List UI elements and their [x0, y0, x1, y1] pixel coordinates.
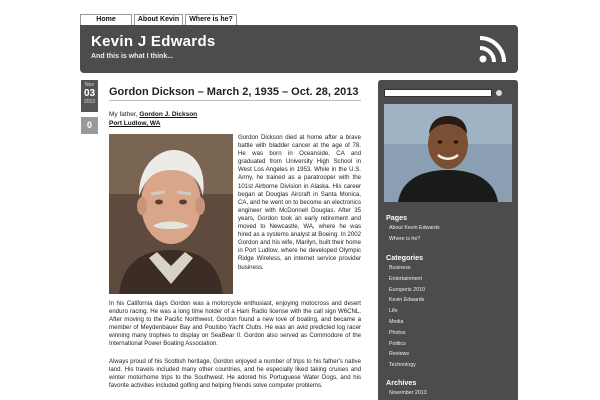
post-byline	[109, 110, 197, 128]
sidebar-item-kevin-edwards[interactable]: Kevin Edwards	[389, 297, 425, 304]
tab-where-is-he[interactable]: Where is he?	[185, 14, 237, 25]
byline-name-link[interactable]: Gordon J. Dickson	[139, 111, 198, 118]
categories-heading: Categories	[386, 253, 424, 262]
site-title[interactable]: Kevin J Edwards	[91, 33, 216, 50]
post-date-badge	[81, 80, 98, 112]
sidebar-item-about-kevin-edwards[interactable]: About Kevin Edwards	[389, 225, 440, 231]
top-navigation	[80, 14, 239, 25]
sidebar-item-reviews[interactable]: Reviews	[389, 351, 410, 358]
sidebar-item-business[interactable]: Business	[389, 265, 411, 271]
sidebar-item-europeris-2010[interactable]: Europeris 2010	[389, 286, 425, 293]
post-date-year: 2013	[83, 99, 96, 105]
site-tagline: And this is what I think...	[91, 53, 174, 60]
archives-list	[389, 390, 427, 400]
sidebar-item-november-2013[interactable]: November 2013	[389, 390, 427, 396]
pages-list	[389, 225, 440, 247]
byline-prefix: My father,	[109, 111, 138, 118]
sidebar-item-where-is-he[interactable]: Where is he?	[389, 235, 421, 242]
sidebar-item-politics[interactable]: Politics	[389, 340, 406, 347]
tab-about-kevin[interactable]: About Kevin	[134, 14, 183, 25]
sidebar	[378, 80, 518, 400]
post-paragraph-1: Gordon Dickson died at home after a brave battle with bladder cancer at the age of 78. He was born in Oceanside, CA and graduated from University High School in West Los Angeles in 1953. While in the U.S. Army, he trained as a paratrooper with the 101st Airborne Division in Alaska. His career began at Douglas Aircraft in Santa Monica, CA, and he went on to become an electronics engineer with McDonnell Douglas. After 35 years, Gordon took an early retirement and moved to Newcastle, WA, where he was hired as a systems analyst at Boeing. In 2002 Gordon and his wife, Marilyn, built their home in Port Ludlow, where he developed Olympic Ridge Wireless, an internet service provider business.	[238, 134, 361, 271]
pages-heading: Pages	[386, 213, 408, 222]
tab-home[interactable]: Home	[80, 14, 132, 25]
sidebar-item-entertainment[interactable]: Entertainment	[389, 275, 422, 282]
title-divider	[109, 100, 361, 101]
search-button[interactable]	[496, 90, 502, 96]
author-photo	[384, 104, 512, 202]
post-paragraph-2: In his California days Gordon was a motorcycle enthusiast, enjoying motocross and desert enduro racing. He was a long time holder of a Ham Radio license with the call sign W6CNL. After moving to the Pacific Northwest, Gordon found a new love of boating, and became a member of Meydenbauer Bay and Poulsbo Yacht Clubs. He was an avid predicted log racer winning many trophies to display on SeaBear II. Gordon also served as Commodore of the International Power Boating Association.	[109, 300, 361, 348]
byline-place-link[interactable]: Port Ludlow, WA	[109, 120, 161, 127]
sidebar-item-technology[interactable]: Technology	[389, 362, 416, 369]
sidebar-item-life[interactable]: Life	[389, 308, 398, 315]
rss-icon[interactable]	[478, 34, 508, 64]
sidebar-item-media[interactable]: Media	[389, 318, 404, 325]
sidebar-item-photos[interactable]: Photos	[389, 329, 406, 336]
search-input[interactable]	[384, 89, 492, 97]
post-date-month: Nov	[85, 82, 94, 88]
portrait-photo	[109, 134, 233, 294]
archives-heading: Archives	[386, 378, 417, 387]
site-header	[80, 25, 518, 73]
categories-list	[389, 265, 425, 373]
post-title[interactable]: Gordon Dickson – March 2, 1935 – Oct. 28, 2013	[109, 86, 359, 98]
post-paragraph-3: Always proud of his Scottish heritage, Gordon enjoyed a number of trips to his father's native land. His travels included many other countries, and he especially liked taking cruises and winter motorhome trips to the Southwest. He adored his Portuguese Water Dogs, and his favorite activities included golfing and helping friends solve computer problems.	[109, 358, 361, 390]
post-date-day: 03	[83, 88, 96, 99]
comment-count-badge[interactable]: 0	[81, 117, 98, 134]
